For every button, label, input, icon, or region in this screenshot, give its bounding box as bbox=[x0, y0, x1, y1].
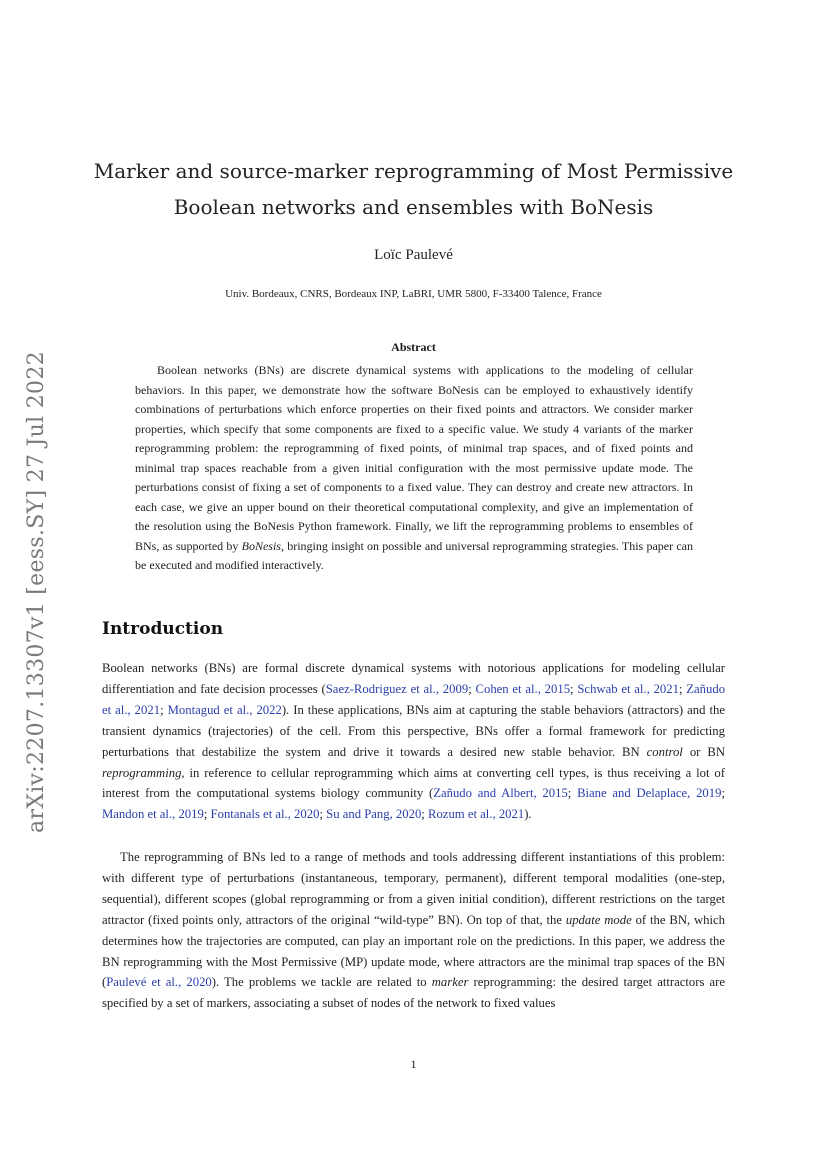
text-segment: ; bbox=[567, 786, 578, 801]
text-segment: ; bbox=[570, 681, 578, 696]
author-name: Loïc Paulevé bbox=[374, 247, 453, 263]
text-segment: ; bbox=[319, 807, 327, 822]
text-segment: ; bbox=[468, 681, 476, 696]
emphasis-text: control bbox=[646, 744, 683, 759]
text-segment: The reprogramming of BNs led to a range of methods and tools addressing different instantiations of this problem: with different type of perturbations (instantaneous, temporary, permanent), different temporal modalities (one-step, sequential), different scopes (global reprogramming or from a given initial condition), different restrictions on the target attractor (fixed points only, attractors of the original “wild-type” BN). On top of that, the bbox=[102, 850, 725, 927]
abstract-emphasis: BoNesis bbox=[241, 538, 281, 553]
emphasis-text: update mode bbox=[565, 912, 632, 927]
citation-link[interactable]: Saez-Rodriguez et al., 2009 bbox=[325, 681, 469, 696]
text-segment: ; bbox=[160, 702, 168, 717]
abstract-text bbox=[135, 361, 693, 576]
title-line-2: Boolean networks and ensembles with BoNesis bbox=[173, 195, 654, 219]
text-segment: ). bbox=[524, 807, 532, 822]
abstract-segment: , bringing insight on possible and universal reprogramming strategies. This paper can be executed and modified interactively. bbox=[135, 538, 694, 572]
text-segment: ; bbox=[678, 681, 687, 696]
citation-link[interactable]: Fontanals et al., 2020 bbox=[210, 807, 320, 822]
text-segment: ; bbox=[721, 786, 725, 801]
citation-link[interactable]: Schwab et al., 2021 bbox=[577, 681, 679, 696]
title-line-1: Marker and source-marker reprogramming of Most Permissive bbox=[93, 159, 734, 183]
text-segment: of the BN, which determines how the trajectories are computed, can play an important role on the predictions. In this paper, we address the BN reprogramming with the Most Permissive (MP) update mode, where attractors are the minimal trap spaces of the BN ( bbox=[102, 912, 726, 990]
text-segment: ; bbox=[203, 807, 211, 822]
abstract-heading: Abstract bbox=[391, 340, 436, 354]
intro-paragraph-2 bbox=[102, 847, 725, 1014]
intro-paragraph-1 bbox=[102, 658, 725, 825]
citation-link[interactable]: Cohen et al., 2015 bbox=[475, 681, 571, 696]
text-segment: ). In these applications, BNs aim at capturing the stable behaviors (attractors) and the transient dynamics (trajectories) of the cell. From this perspective, BNs offer a formal framework for predicting perturbations that destabilize the system and drive it towards a desired new stable behavior. BN bbox=[102, 702, 725, 759]
text-segment: , in reference to cellular reprogramming which aims at converting cell types, is thus receiving a lot of interest from the computational systems biology community ( bbox=[102, 765, 725, 801]
arxiv-identifier: arXiv:2207.13307v1 [eess.SY] 27 Jul 2022 bbox=[24, 351, 49, 833]
text-segment: ). The problems we tackle are related to bbox=[211, 975, 432, 990]
citation-link[interactable]: Su and Pang, 2020 bbox=[326, 807, 422, 822]
emphasis-text: marker bbox=[431, 975, 469, 990]
text-segment: Boolean networks (BNs) are formal discrete dynamical systems with notorious applications for modeling cellular differentiation and fate decision processes ( bbox=[102, 661, 725, 696]
citation-link[interactable]: Rozum et al., 2021 bbox=[428, 807, 525, 822]
emphasis-text: reprogramming bbox=[102, 765, 182, 780]
abstract-segment: Boolean networks (BNs) are discrete dynamical systems with applications to the modeling of cellular behaviors. In this paper, we demonstrate how the software BoNesis can be employed to exhaustively identify combinations of perturbations which enforce properties on their fixed points and attractors. We consider marker properties, which specify that some components are fixed to a specific value. We study 4 variants of the marker reprogramming problem: the reprogramming of fixed points, of minimal trap spaces, and of fixed points and minimal trap spaces reachable from a given initial configuration with the most permissive update mode. The perturbations consist of fixing a set of components to a fixed value. They can destroy and create new attractors. In each case, we give an upper bound on their theoretical computational complexity, and give an implementation of the resolution using the BoNesis Python framework. Finally, we lift the reprogramming problems to ensembles of BNs, as supported by bbox=[135, 363, 693, 553]
text-segment: or BN bbox=[682, 744, 725, 759]
page-number: 1 bbox=[410, 1057, 417, 1071]
citation-link[interactable]: Paulevé et al., 2020 bbox=[106, 975, 212, 990]
citation-link[interactable]: Biane and Delaplace, 2019 bbox=[577, 786, 722, 801]
text-segment: ; bbox=[421, 807, 428, 822]
citation-link[interactable]: Zañudo and Albert, 2015 bbox=[433, 786, 568, 801]
text-segment: reprogramming: the desired target attractors are specified by a set of markers, associating a subset of nodes of the network to fixed values bbox=[102, 975, 726, 1011]
citation-link[interactable]: Mandon et al., 2019 bbox=[102, 807, 204, 822]
paper-title bbox=[0, 153, 827, 225]
citation-link[interactable]: Montagud et al., 2022 bbox=[167, 702, 282, 717]
author-affiliation: Univ. Bordeaux, CNRS, Bordeaux INP, LaBRI, UMR 5800, F-33400 Talence, France bbox=[225, 288, 602, 300]
citation-link[interactable]: Zañudo et al., 2021 bbox=[102, 681, 726, 717]
section-heading-introduction: Introduction bbox=[102, 619, 224, 639]
